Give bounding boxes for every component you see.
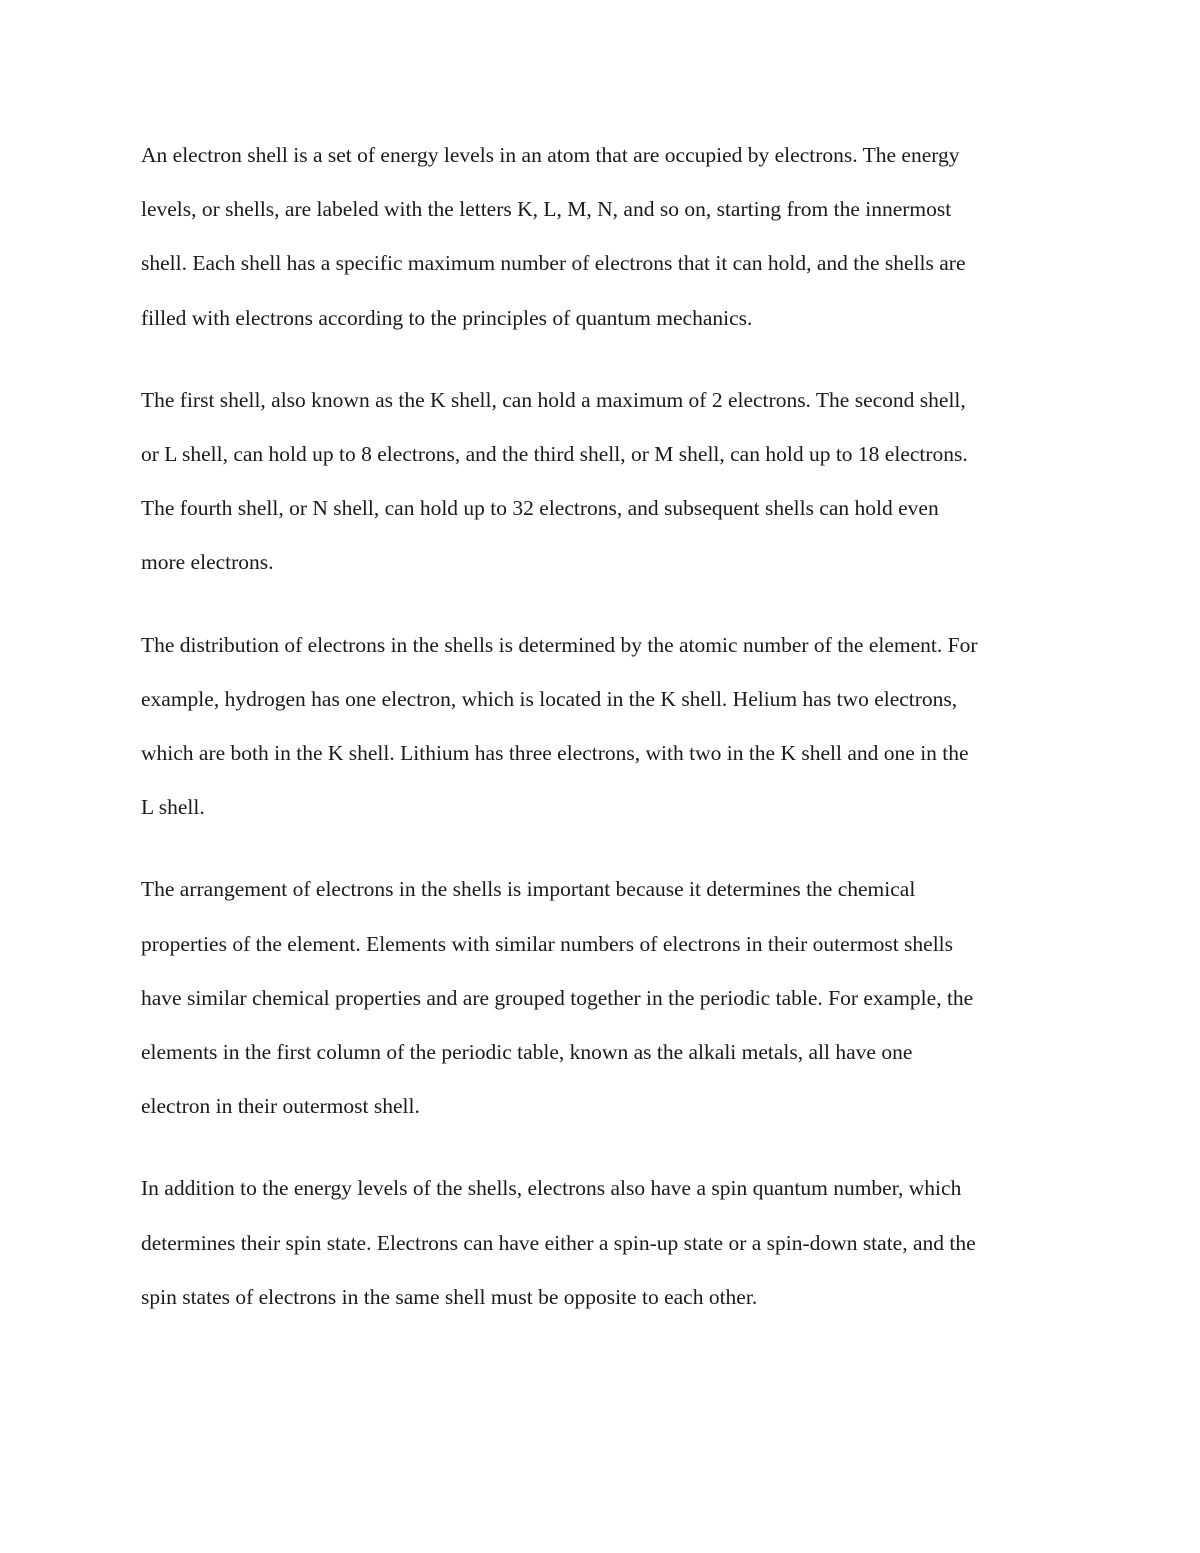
text-line: example, hydrogen has one electron, which is located in the K shell. Helium has two electrons,: [141, 686, 958, 711]
text-line: more electrons.: [141, 550, 274, 575]
paragraph-chemical-properties: [141, 862, 1066, 1133]
text-line: spin states of electrons in the same shell must be opposite to each other.: [141, 1284, 758, 1309]
paragraph-spin-quantum-number: [141, 1161, 1066, 1324]
text-line: determines their spin state. Electrons can have either a spin-up state or a spin-down state, and the: [141, 1230, 976, 1255]
paragraph-electron-shell-definition: [141, 128, 1066, 345]
text-line: filled with electrons according to the principles of quantum mechanics.: [141, 305, 753, 330]
text-line: The distribution of electrons in the shells is determined by the atomic number of the element. For: [141, 632, 978, 657]
paragraph-electron-distribution: [141, 618, 1066, 835]
text-line: or L shell, can hold up to 8 electrons, and the third shell, or M shell, can hold up to 18 electrons.: [141, 442, 968, 467]
document-body: [141, 128, 1066, 1324]
text-line: levels, or shells, are labeled with the letters K, L, M, N, and so on, starting from the innermost: [141, 197, 952, 222]
text-line: properties of the element. Elements with similar numbers of electrons in their outermost shells: [141, 931, 954, 956]
text-line: electron in their outermost shell.: [141, 1094, 420, 1119]
text-line: have similar chemical properties and are grouped together in the periodic table. For example, the: [141, 985, 974, 1010]
text-line: The arrangement of electrons in the shells is important because it determines the chemical: [141, 877, 916, 902]
text-line: An electron shell is a set of energy levels in an atom that are occupied by electrons. The energy: [141, 143, 960, 167]
text-line: shell. Each shell has a specific maximum number of electrons that it can hold, and the shells are: [141, 251, 966, 276]
text-line: elements in the first column of the periodic table, known as the alkali metals, all have one: [141, 1040, 913, 1065]
text-line: In addition to the energy levels of the shells, electrons also have a spin quantum number, which: [141, 1176, 962, 1201]
text-line: The fourth shell, or N shell, can hold up to 32 electrons, and subsequent shells can hold even: [141, 496, 939, 521]
text-line: L shell.: [141, 795, 205, 820]
paragraph-shell-capacities: [141, 373, 1066, 590]
text-line: The first shell, also known as the K shell, can hold a maximum of 2 electrons. The second shell,: [141, 387, 966, 412]
text-line: which are both in the K shell. Lithium has three electrons, with two in the K shell and one in the: [141, 741, 969, 766]
